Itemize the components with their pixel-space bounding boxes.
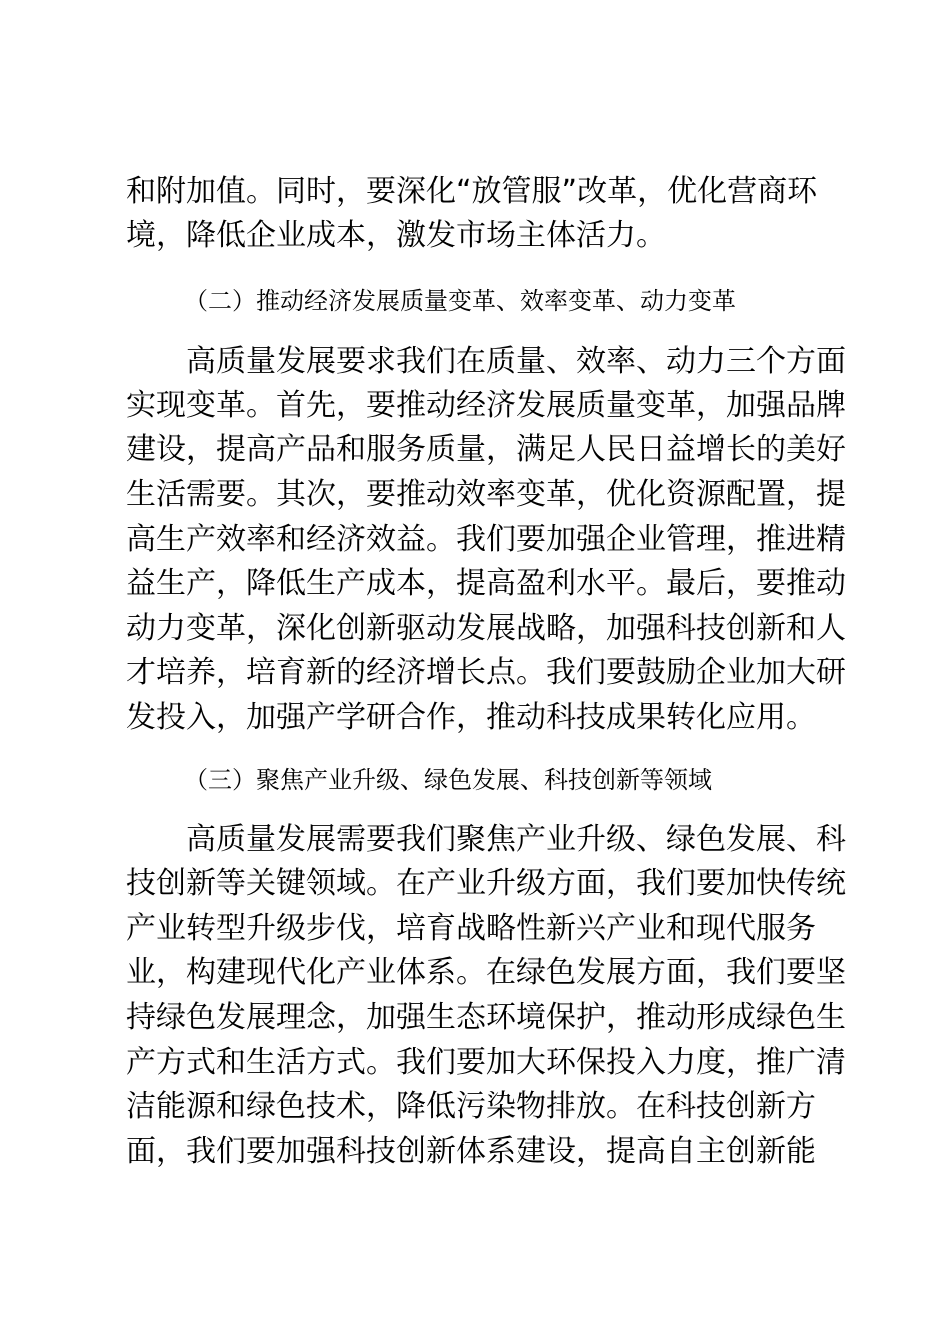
text-line: 动力变革，深化创新驱动发展战略，加强科技创新和人 [126, 611, 846, 646]
text-line: 生活需要。其次，要推动效率变革，优化资源配置，提 [126, 477, 846, 512]
text-line: 持绿色发展理念，加强生态环境保护，推动形成绿色生 [126, 1000, 846, 1035]
text-line: 洁能源和绿色技术，降低污染物排放。在科技创新方 [126, 1089, 816, 1124]
text-line: 益生产，降低生产成本，提高盈利水平。最后，要推动 [126, 566, 846, 601]
text-line: 业，构建现代化产业体系。在绿色发展方面，我们要坚 [126, 955, 846, 990]
text-line: 和附加值。同时，要深化“放管服”改革，优化营商环 [126, 174, 818, 209]
text-line: 产方式和生活方式。我们要加大环保投入力度，推广清 [126, 1045, 846, 1080]
text-line: 才培养，培育新的经济增长点。我们要鼓励企业加大研 [126, 655, 846, 690]
text-line: 高质量发展需要我们聚焦产业升级、绿色发展、科 [126, 822, 846, 857]
section-heading-2: （二）推动经济发展质量变革、效率变革、动力变革 [184, 287, 736, 315]
text-line: 产业转型升级步伐，培育战略性新兴产业和现代服务 [126, 911, 816, 946]
text-line: 面，我们要加强科技创新体系建设，提高自主创新能 [126, 1134, 816, 1169]
text-line: 高质量发展要求我们在质量、效率、动力三个方面 [126, 344, 846, 379]
text-line: 境，降低企业成本，激发市场主体活力。 [126, 218, 666, 253]
text-line: 实现变革。首先，要推动经济发展质量变革，加强品牌 [126, 388, 846, 423]
text-line: 高生产效率和经济效益。我们要加强企业管理，推进精 [126, 522, 846, 557]
text-line: 发投入，加强产学研合作，推动科技成果转化应用。 [126, 700, 816, 735]
section-heading-3: （三）聚焦产业升级、绿色发展、科技创新等领域 [184, 766, 712, 794]
text-line: 技创新等关键领域。在产业升级方面，我们要加快传统 [126, 866, 846, 901]
text-line: 建设，提高产品和服务质量，满足人民日益增长的美好 [126, 432, 846, 467]
